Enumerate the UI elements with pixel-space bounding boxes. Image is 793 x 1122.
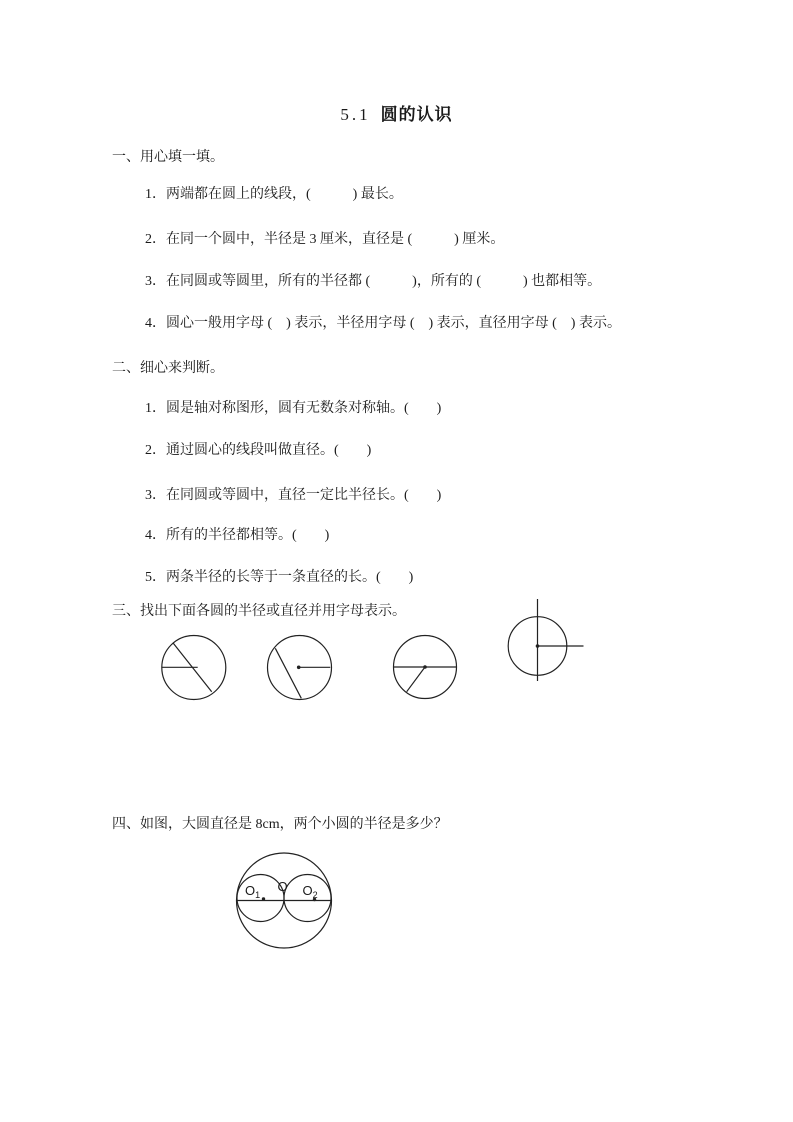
section-two-item-3: 3．在同圆或等圆中，直径一定比半径长。( )	[145, 488, 442, 503]
title-number: 5.1	[340, 105, 371, 124]
left-center-dot	[262, 897, 265, 900]
circle4-center-dot	[536, 644, 540, 648]
circle3-radius-line	[407, 667, 425, 692]
label-o-center: O	[277, 879, 288, 894]
section-two-item-1: 1．圆是轴对称图形，圆有无数条对称轴。( )	[145, 401, 442, 416]
section-two-item-2: 2．通过圆心的线段叫做直径。( )	[145, 443, 372, 458]
circle-figure-4	[508, 599, 583, 681]
section-one-item-1: 1．两端都在圆上的线段，( ) 最长。	[145, 187, 403, 202]
section-three-heading: 三、找出下面各圆的半径或直径并用字母表示。	[112, 604, 406, 619]
section-four-heading: 四、如图，大圆直径是 8cm，两个小圆的半径是多少？	[112, 817, 448, 832]
big-circle-figure	[230, 845, 345, 960]
label-o1: $O_1$	[245, 883, 261, 900]
section-one-item-2: 2．在同一个圆中，半径是 3 厘米，直径是 ( ) 厘米。	[145, 232, 505, 247]
section-one-item-3: 3．在同圆或等圆里，所有的半径都 ( )，所有的 ( ) 也都相等。	[145, 274, 602, 289]
small-circle-right	[284, 875, 331, 922]
circle-figure-3	[394, 636, 457, 699]
circle3-center-dot	[423, 665, 427, 669]
circle2-center-dot	[297, 666, 301, 670]
circles-figure-row	[140, 585, 600, 715]
circle-figure-1	[162, 636, 226, 700]
section-two-item-4: 4．所有的半径都相等。( )	[145, 528, 330, 543]
section-two-item-5: 5．两条半径的长等于一条直径的长。( )	[145, 570, 414, 585]
page-title	[0, 100, 793, 125]
circle-figure-2	[268, 636, 332, 700]
section-two-heading: 二、细心来判断。	[112, 361, 224, 376]
section-one-item-4: 4．圆心一般用字母 ( ) 表示，半径用字母 ( ) 表示，直径用字母 ( ) 表示。	[145, 316, 621, 331]
circle2-chord-line	[275, 648, 301, 698]
label-o2: $O_2$	[302, 883, 318, 900]
section-one-heading: 一、用心填一填。	[112, 150, 224, 165]
title-text: 圆的认识	[380, 105, 453, 124]
